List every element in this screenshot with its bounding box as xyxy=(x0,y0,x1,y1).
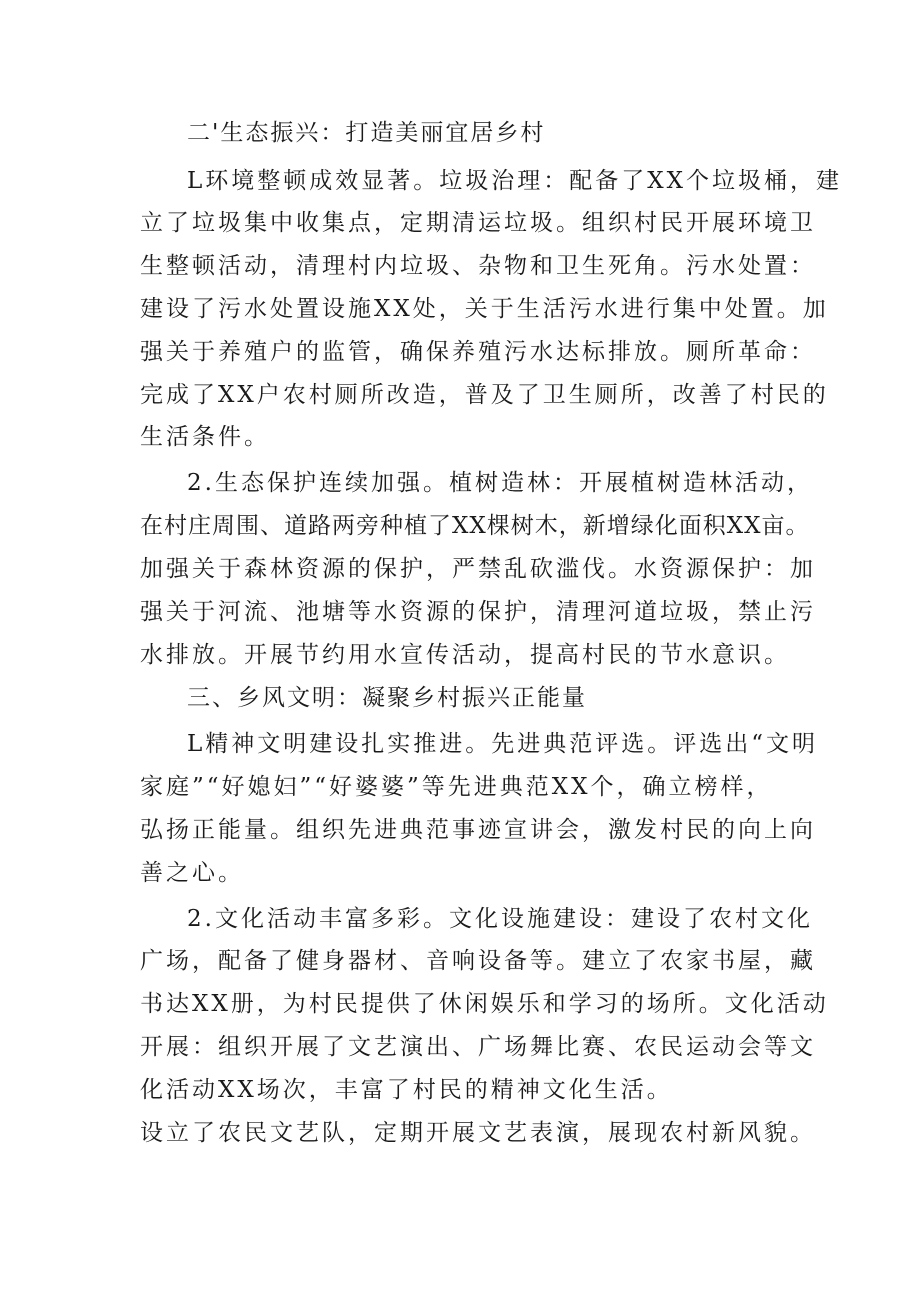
paragraph-line: 弘扬正能量。组织先进典范事迹宣讲会，激发村民的向上向 xyxy=(140,817,816,843)
paragraph-line: 化活动XX场次，丰富了村民的精神文化生活。 xyxy=(140,1077,673,1103)
paragraph-line: 在村庄周围、道路两旁种植了XX棵树木，新增绿化面积XX亩。 xyxy=(140,513,810,539)
paragraph-line: 生活条件。 xyxy=(140,424,270,450)
paragraph-line: 生整顿活动，清理村内垃圾、杂物和卫生死角。污水处置： xyxy=(140,253,816,279)
paragraph-line: L环境整顿成效显著。垃圾治理：配备了XX个垃圾桶，建 xyxy=(187,168,843,194)
paragraph-line: 建设了污水处置设施XX处，关于生活污水进行集中处置。加 xyxy=(140,296,829,322)
paragraph-line: 广场，配备了健身器材、音响设备等。建立了农家书屋，藏 xyxy=(140,948,816,974)
paragraph-line: 开展：组织开展了文艺演出、广场舞比赛、农民运动会等文 xyxy=(140,1034,816,1060)
paragraph-line: 强关于养殖户的监管，确保养殖污水达标排放。厕所革命： xyxy=(140,339,816,365)
paragraph-line: 2.文化活动丰富多彩。文化设施建设：建设了农村文化 xyxy=(187,906,813,932)
paragraph-line: 善之心。 xyxy=(140,860,244,886)
paragraph-line: 完成了XX户农村厕所改造，普及了卫生厕所，改善了村民的 xyxy=(140,382,829,408)
paragraph-line: 加强关于森林资源的保护，严禁乱砍滥伐。水资源保护：加 xyxy=(140,556,816,582)
paragraph-line: 强关于河流、池塘等水资源的保护，清理河道垃圾，禁止污 xyxy=(140,599,816,625)
paragraph-line: 家庭”“好媳妇”“好婆婆”等先进典范XX个，确立榜样， xyxy=(140,774,773,800)
paragraph-line: 2.生态保护连续加强。植树造林：开展植树造林活动， xyxy=(187,470,813,496)
paragraph-line: 水排放。开展节约用水宣传活动，提高村民的节水意识。 xyxy=(140,642,790,668)
section-heading-ecological: 二'生态振兴：打造美丽宜居乡村 xyxy=(187,120,546,146)
paragraph-line: 书达XX册，为村民提供了休闲娱乐和学习的场所。文化活动 xyxy=(140,991,829,1017)
paragraph-line: 设立了农民文艺队，定期开展文艺表演，展现农村新风貌。 xyxy=(140,1120,816,1146)
section-heading-civilization: 三、乡风文明：凝聚乡村振兴正能量 xyxy=(187,685,587,711)
paragraph-line: L精神文明建设扎实推进。先进典范评选。评选出“文明 xyxy=(187,731,819,757)
paragraph-line: 立了垃圾集中收集点，定期清运垃圾。组织村民开展环境卫 xyxy=(140,210,816,236)
